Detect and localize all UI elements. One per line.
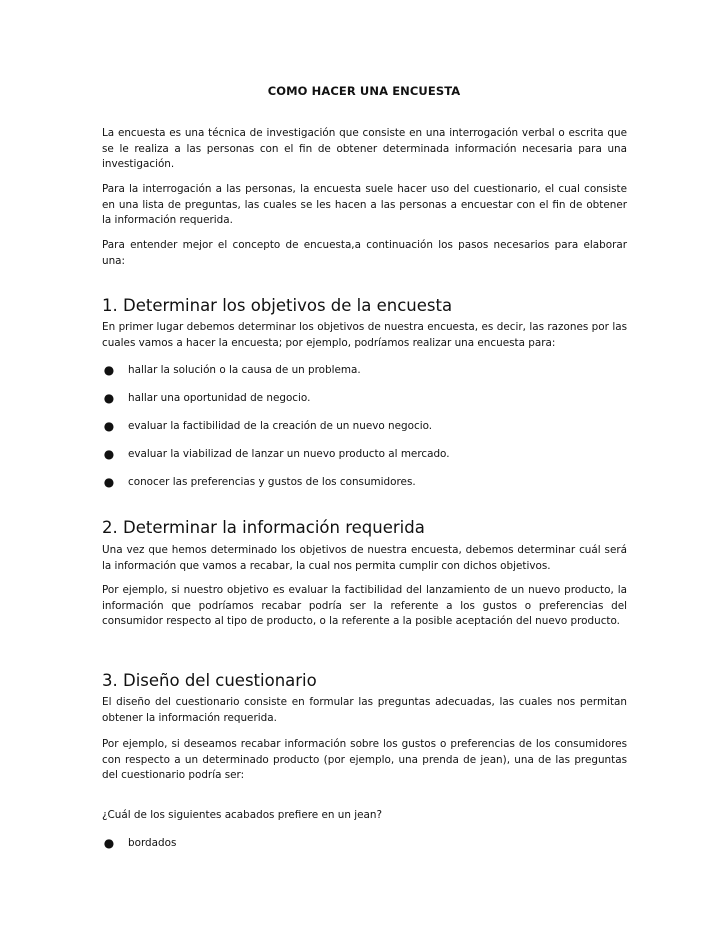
bullet-icon: ● (103, 836, 115, 850)
list-item-text: hallar una oportunidad de negocio. (128, 392, 311, 404)
intro-paragraph-2: Para la interrogación a las personas, la encuesta suele hacer uso del cuestionario, el cual consiste en una lista de preguntas, las cuales se les hacen a las personas a encuestar con el fin de obtener la información requerida. (102, 183, 627, 226)
bullet-icon: ● (103, 475, 115, 489)
section-1-paragraph-1: En primer lugar debemos determinar los objetivos de nuestra encuesta, es decir, las razones por las cuales vamos a hacer la encuesta; por ejemplo, podríamos realizar una encuesta para: (102, 321, 627, 349)
list-item-text: bordados (128, 837, 177, 849)
intro-paragraph-3: Para entender mejor el concepto de encuesta,a continuación los pasos necesarios para elaborar una: (102, 239, 627, 267)
bullet-icon: ● (103, 391, 115, 405)
document-title: COMO HACER UNA ENCUESTA (267, 84, 461, 98)
bullet-icon: ● (103, 419, 115, 433)
list-item-text: conocer las preferencias y gustos de los consumidores. (128, 476, 416, 488)
section-heading-2: 2. Determinar la información requerida (102, 518, 425, 537)
bullet-icon: ● (103, 363, 115, 377)
section-2-paragraph-2: Por ejemplo, si nuestro objetivo es evaluar la factibilidad del lanzamiento de un nuevo producto, la información que podríamos recabar podría ser la referente a los gustos o preferencias del consumidor respecto al tipo de producto, o la referente a la posible aceptación del nuevo producto. (102, 584, 627, 627)
bullet-icon: ● (103, 447, 115, 461)
question-text: ¿Cuál de los siguientes acabados prefiere en un jean? (102, 809, 382, 821)
intro-paragraph-1: La encuesta es una técnica de investigación que consiste en una interrogación verbal o escrita que se le realiza a las personas con el fin de obtener determinada información necesaria para una investigación. (102, 127, 627, 170)
list-item-text: hallar la solución o la causa de un problema. (128, 364, 361, 376)
section-heading-1: 1. Determinar los objetivos de la encuesta (102, 296, 453, 315)
list-item-text: evaluar la viabilizad de lanzar un nuevo producto al mercado. (128, 448, 450, 460)
section-heading-3: 3. Diseño del cuestionario (102, 671, 317, 690)
list-item-text: evaluar la factibilidad de la creación de un nuevo negocio. (128, 420, 433, 432)
section-3-paragraph-2: Por ejemplo, si deseamos recabar información sobre los gustos o preferencias de los consumidores con respecto a un determinado producto (por ejemplo, una prenda de jean), una de las preguntas del cuestionario podría ser: (102, 738, 627, 781)
section-3-paragraph-1: El diseño del cuestionario consiste en formular las preguntas adecuadas, las cuales nos permitan obtener la información requerida. (102, 696, 627, 724)
section-2-paragraph-1: Una vez que hemos determinado los objetivos de nuestra encuesta, debemos determinar cuál será la información que vamos a recabar, la cual nos permita cumplir con dichos objetivos. (102, 544, 627, 572)
